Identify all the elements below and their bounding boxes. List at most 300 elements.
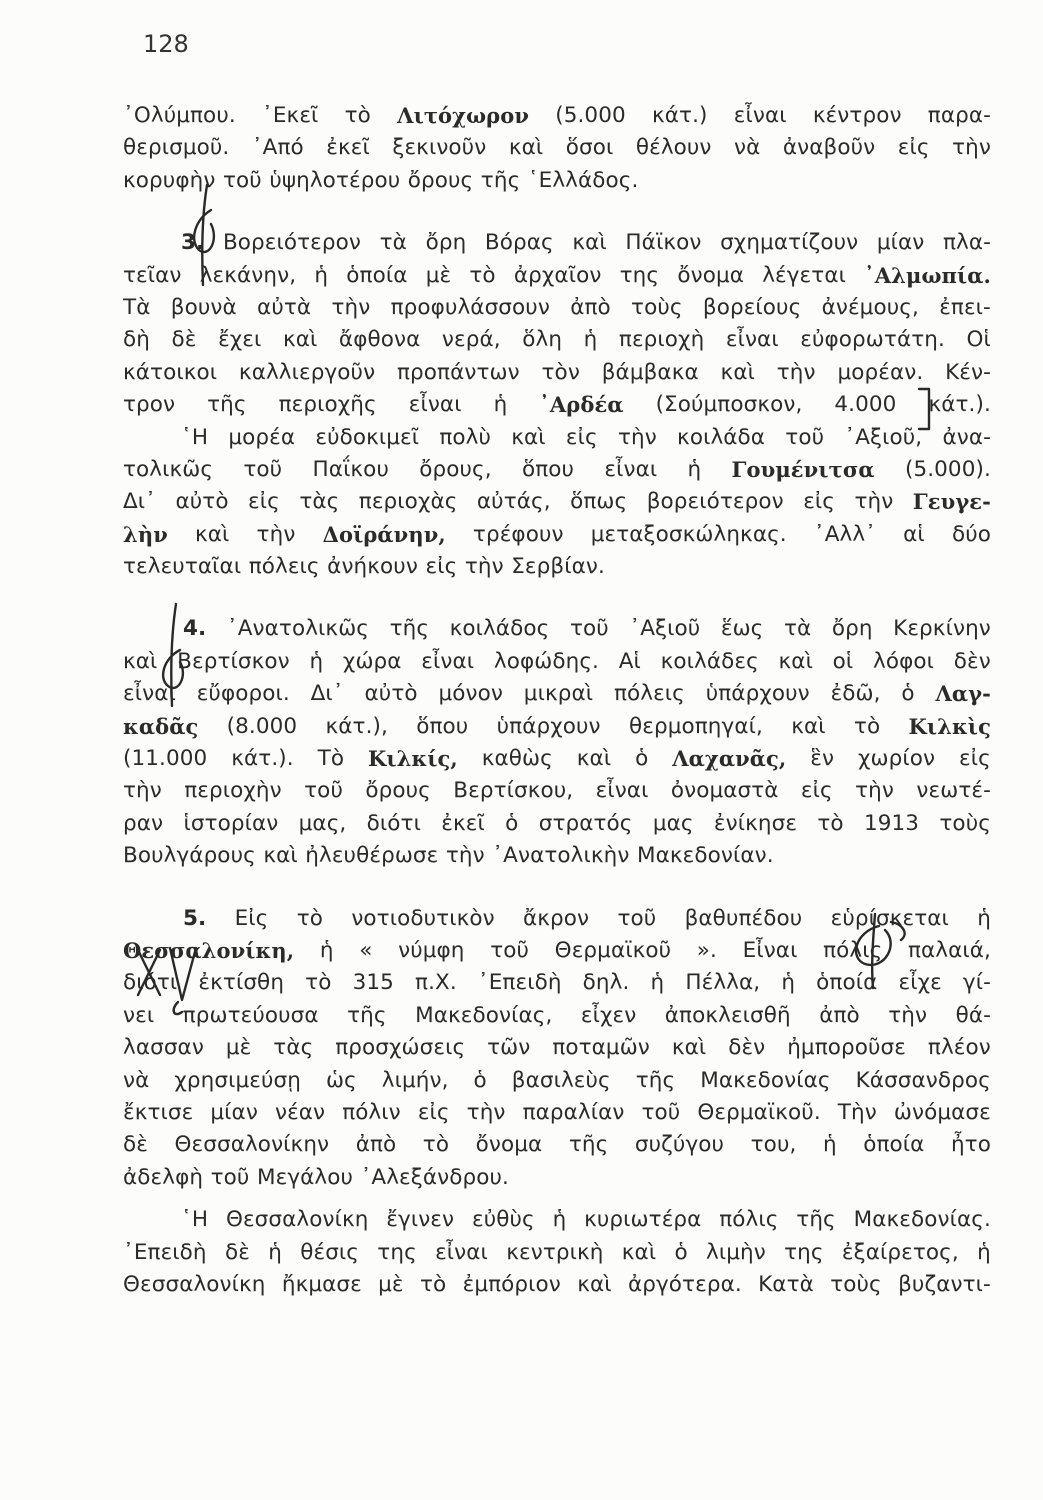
word: μίαν: [210, 1099, 258, 1125]
word: (11.000: [123, 746, 208, 772]
word: ᾿Επειδὴ: [477, 970, 562, 996]
word: ὁ: [901, 681, 915, 707]
body-text: [123, 100, 991, 1301]
word: εἶναι: [421, 648, 475, 674]
text-line: [123, 486, 991, 518]
word: κάτ.): [652, 103, 708, 128]
word: μὲ: [425, 262, 452, 288]
word: ἀναβοῦν: [782, 135, 876, 161]
word: καὶ: [282, 327, 318, 353]
text-line: [123, 454, 991, 486]
word: «: [359, 937, 373, 963]
text-line: [123, 808, 991, 840]
word: τὴν: [776, 359, 816, 385]
word: κέντρον: [812, 103, 902, 128]
word: 4.: [183, 616, 207, 642]
word: βάμβακα: [601, 359, 699, 385]
word: ᾿Αλεξάνδρου.: [360, 1164, 509, 1190]
word: πόλεις: [613, 681, 685, 707]
word: ἀρχαῖον: [513, 262, 602, 288]
word: Μακεδονίας: [700, 1067, 831, 1093]
word: διότι: [123, 970, 178, 996]
word: ».: [696, 937, 717, 963]
word: του,: [750, 1132, 797, 1158]
word: τὴν: [854, 489, 894, 515]
word: πολὺ: [439, 424, 492, 450]
word: ἔγινεν: [386, 1207, 455, 1233]
word: της: [619, 262, 660, 288]
word: δὲν: [728, 1035, 766, 1061]
word: θέλουν: [635, 135, 712, 161]
word: καὶ: [123, 648, 158, 674]
word: Μακεδονίας.: [853, 1207, 991, 1233]
word: τῶν: [487, 1035, 531, 1061]
word: Κάσσανδρος: [855, 1067, 991, 1093]
word: εὐθὺς: [471, 1207, 535, 1233]
word: τὸ: [817, 810, 844, 836]
word: ῾Ελλάδος.: [527, 167, 639, 193]
word: μίαν: [876, 230, 925, 256]
word: καὶ: [778, 648, 813, 674]
word: τὸν: [541, 359, 580, 385]
word: τὸ: [853, 713, 881, 739]
word: της: [377, 1239, 417, 1265]
word: Βόρας: [484, 230, 554, 256]
text-line: [123, 1237, 991, 1269]
word: καλλιεργοῦν: [238, 359, 376, 385]
word: ξεκινοῦν: [392, 135, 487, 161]
word: ὄρους: [365, 778, 431, 804]
word: δὲ: [171, 327, 197, 353]
word: Μακεδονίας,: [415, 1002, 553, 1028]
text-line: [123, 422, 991, 454]
word: ὁ: [473, 1067, 487, 1093]
word: ἡ: [268, 1239, 282, 1265]
text-line: [123, 165, 991, 197]
word: μὲ: [225, 1035, 252, 1061]
text-line: [123, 903, 991, 935]
word: ποταμῶν: [552, 1035, 650, 1061]
word: καὶ: [572, 230, 607, 256]
word: ἡ: [314, 262, 329, 288]
word: 1913: [863, 810, 920, 836]
word: τὴν: [617, 424, 657, 450]
paragraph-gap: [123, 583, 991, 613]
paragraph-gap: [123, 197, 991, 227]
word: τολικῶς: [123, 456, 214, 482]
word: ὠνόμασε: [893, 1099, 991, 1125]
word: τοῦ: [641, 1099, 681, 1125]
word: κάτ.),: [325, 713, 388, 739]
word: 5.: [183, 905, 207, 931]
word: Βερτίσκον: [177, 648, 290, 674]
text-line: [123, 840, 991, 872]
word: ῾Η: [181, 1207, 209, 1233]
text-line: [123, 967, 991, 999]
word: καδᾶς: [123, 713, 199, 739]
text-line: [123, 227, 991, 259]
word: Θεσσαλονίκη: [225, 1207, 369, 1233]
word: καὶ: [577, 1271, 612, 1297]
text-line: [123, 100, 991, 132]
word: εὐφορωτάτη.: [800, 327, 945, 353]
word: δὲν: [953, 648, 991, 674]
word: ἐμπόριον: [462, 1271, 561, 1297]
word: ᾿Ανατολικῶς: [226, 616, 370, 642]
word: τοῦ: [490, 937, 530, 963]
word: πόλις: [823, 937, 883, 963]
text-line: [123, 1000, 991, 1032]
text-line: [123, 935, 991, 967]
word: λὴν: [123, 521, 168, 547]
word: αὐτὸ: [175, 489, 229, 515]
word: καὶ: [791, 713, 826, 739]
word: τρον: [123, 392, 176, 418]
text-line: [123, 743, 991, 775]
word: συζύγου: [634, 1132, 725, 1158]
word: Δι᾿: [310, 681, 344, 707]
word: αὐτὸ: [364, 681, 418, 707]
word: βασιλεὺς: [511, 1067, 611, 1093]
word: νὰ: [123, 1067, 150, 1093]
word: κάτ.).: [231, 746, 294, 772]
text-line: [123, 519, 991, 551]
word: δὴ: [123, 327, 150, 353]
word: (Σούμποσκον,: [655, 392, 803, 418]
word: μορέαν.: [837, 359, 924, 385]
word: εἶχεν: [580, 1002, 637, 1028]
word: 4.000: [834, 392, 897, 418]
word: ἀνέμους,: [821, 294, 919, 320]
word: Οἱ: [966, 327, 991, 353]
word: ὁ: [635, 746, 649, 772]
word: ὁ: [505, 810, 519, 836]
word: βουνὰ: [170, 294, 237, 320]
word: Πάϊκον: [625, 230, 702, 256]
word: πόλις: [719, 1207, 779, 1233]
word: ἐκεῖ: [441, 810, 485, 836]
word: νερά,: [441, 327, 501, 353]
word: τὸ: [344, 103, 371, 128]
text-line: [123, 1065, 991, 1097]
word: περιοχὴ: [618, 327, 705, 353]
word: ἀπὸ: [355, 1132, 397, 1158]
word: λοφώδης.: [493, 648, 599, 674]
word: τοῦ: [304, 778, 343, 804]
word: ἤκμασε: [281, 1271, 362, 1297]
word: Αἱ: [618, 648, 641, 674]
word: καὶ: [263, 843, 298, 869]
word: κυριωτέρα: [584, 1207, 702, 1233]
word: τὴν: [952, 135, 991, 161]
word: καὶ: [508, 135, 544, 161]
word: τὸ: [419, 1271, 447, 1297]
text-line: [123, 678, 991, 710]
text-line: [123, 1129, 991, 1161]
word: τὴν: [331, 294, 371, 320]
word: ὁποία: [816, 970, 878, 996]
word: ὄρους,: [419, 456, 492, 482]
word: ᾿Αρδέα: [539, 392, 624, 418]
word: ἀνα-: [942, 424, 991, 450]
word: τὴν: [466, 1099, 506, 1125]
word: ἐδῶ,: [830, 681, 881, 707]
word: τῆς: [207, 392, 247, 418]
word: δὲ: [224, 1239, 250, 1265]
word: εἰς: [565, 424, 598, 450]
word: εἶναι: [733, 103, 787, 128]
word: Δοϊράνην,: [322, 521, 446, 547]
word: ἠμποροῦσε: [787, 1035, 906, 1061]
word: λασσαν: [123, 1035, 204, 1061]
word: βυζαντι-: [898, 1271, 991, 1297]
word: τοὺς: [631, 294, 683, 320]
word: εὐδοκιμεῖ: [315, 424, 420, 450]
word: ὑπάρχουν: [496, 713, 601, 739]
word: νέαν: [274, 1099, 326, 1125]
text-line: [123, 1269, 991, 1301]
word: ἡ: [309, 648, 324, 674]
word: Λαγ-: [935, 681, 991, 707]
word: ὅπου: [416, 713, 469, 739]
word: περιοχὴν: [184, 778, 282, 804]
word: ἐξαίρετος,: [841, 1239, 959, 1265]
word: λιμὴν: [706, 1239, 766, 1265]
word: νει: [123, 1002, 155, 1028]
word: νὰ: [734, 135, 761, 161]
word: καὶ: [720, 359, 755, 385]
word: ᾿Αλμωπία.: [864, 262, 991, 288]
word: θά-: [955, 1002, 991, 1028]
word: εἶναι: [604, 456, 658, 482]
word: εἶναι: [595, 778, 649, 804]
word: ἕως: [720, 616, 764, 642]
word: π.Χ.: [415, 970, 457, 996]
word: ἀνήκουν: [327, 554, 418, 580]
word: εὔφοροι.: [196, 681, 290, 707]
word: Θεσσαλονίκη: [123, 1271, 266, 1297]
word: τῆς: [389, 616, 430, 642]
word: Δι᾿: [123, 489, 157, 515]
word: θερισμοῦ.: [123, 135, 230, 161]
word: ὄρους: [407, 167, 474, 193]
text-line: [123, 1204, 991, 1236]
word: ἐκτίσθη: [198, 970, 285, 996]
word: τὸ: [469, 262, 496, 288]
word: αὐτάς,: [476, 489, 551, 515]
word: ἡ: [319, 937, 334, 963]
word: τὸ: [296, 905, 324, 931]
word: πλα-: [943, 230, 991, 256]
word: ὑπάρχουν: [705, 681, 810, 707]
word: μικραὶ: [523, 681, 594, 707]
word: παρα-: [927, 103, 991, 128]
word: δύο: [951, 521, 991, 547]
word: τὴν: [445, 843, 485, 869]
word: Κέν-: [945, 359, 991, 385]
text-line: [123, 260, 991, 292]
word: καὶ: [671, 1035, 707, 1061]
word: Θεσσαλονίκην: [174, 1132, 330, 1158]
word: βαθυπέδου: [684, 905, 803, 931]
word: ὅπου: [522, 456, 575, 482]
word: Βερτίσκου,: [453, 778, 574, 804]
word: Βουλγάρους: [123, 843, 256, 869]
word: 3.: [181, 230, 205, 256]
word: χρησιμεύσῃ: [174, 1067, 301, 1093]
word: Κατὰ: [758, 1271, 814, 1297]
word: τὴν: [855, 778, 895, 804]
word: ᾿Αλλ᾿: [813, 521, 877, 547]
word: καὶ: [511, 424, 546, 450]
text-line: [123, 292, 991, 324]
word: εἰς: [959, 746, 991, 772]
word: λεκάνην,: [199, 262, 297, 288]
word: κοιλάδα: [677, 424, 766, 450]
word: τὰ: [783, 616, 812, 642]
word: ἱστορίαν: [183, 810, 279, 836]
word: τὸ: [422, 1132, 450, 1158]
word: ὅσοι: [565, 135, 614, 161]
word: ὄνομα: [475, 1132, 543, 1158]
word: τὴν: [256, 521, 296, 547]
word: μορέα: [228, 424, 296, 450]
word: Τὸ: [317, 746, 345, 772]
word: ἄφθονα: [338, 327, 421, 353]
word: τεῖαν: [123, 262, 182, 288]
word: τοῦ: [222, 167, 262, 193]
word: προπάντων: [396, 359, 520, 385]
word: χώρα: [342, 648, 402, 674]
word: Κιλκίς,: [368, 746, 458, 772]
word: δὲ: [123, 1132, 148, 1158]
word: ὄνομα: [677, 262, 744, 288]
word: ᾿Αξιοῦ,: [844, 424, 923, 450]
word: λέγεται: [762, 262, 846, 288]
word: εἶναι: [725, 327, 779, 353]
word: μας: [652, 810, 694, 836]
word: 315: [352, 970, 394, 996]
word: ἡ: [977, 905, 991, 931]
word: ἐνίκησε: [713, 810, 798, 836]
word: Τὴν: [837, 1099, 877, 1125]
word: ἄκρον: [523, 905, 590, 931]
word: λιμήν,: [381, 1067, 449, 1093]
word: μὲ: [378, 1271, 404, 1297]
word: παραλίαν: [522, 1099, 625, 1125]
word: τοὺς: [830, 1271, 882, 1297]
word: ἡ: [977, 1239, 991, 1265]
word: Λιτόχωρον: [397, 103, 530, 128]
word: Θερμαϊκοῦ.: [697, 1099, 821, 1125]
word: ραν: [123, 810, 164, 836]
word: ὅπως: [570, 489, 628, 515]
word: καὶ: [576, 746, 612, 772]
word: νεωτέ-: [916, 778, 991, 804]
word: ὀνομαστὰ: [670, 778, 779, 804]
word: παλαιά,: [907, 937, 991, 963]
word: θερμοπηγαί,: [628, 713, 763, 739]
word: δηλ.: [582, 970, 630, 996]
word: Εἰς: [234, 905, 269, 931]
word: (5.000: [555, 103, 626, 128]
word: ᾿Ολύμπου.: [123, 103, 236, 128]
word: γί-: [962, 970, 991, 996]
word: ῾Η: [181, 424, 209, 450]
word: μόνον: [438, 681, 503, 707]
word: διότι: [366, 810, 421, 836]
text-line: [123, 775, 991, 807]
word: ὅλη: [522, 327, 563, 353]
word: εἶναι: [408, 392, 462, 418]
text-line: [123, 324, 991, 356]
word: πόλεις: [248, 554, 320, 580]
word: ἓν: [810, 746, 835, 772]
word: Μακεδονίαν.: [636, 843, 774, 869]
word: (8.000: [226, 713, 298, 739]
word: ἀποκλεισθῆ: [664, 1002, 791, 1028]
word: καὶ: [621, 1239, 657, 1265]
word: ἡ: [822, 1132, 837, 1158]
word: κάτοικοι: [123, 359, 218, 385]
word: μεταξοσκώληκας.: [590, 521, 787, 547]
word: Μεγάλου: [256, 1164, 354, 1190]
word: Γευγε-: [912, 489, 991, 515]
word: μας,: [298, 810, 347, 836]
word: εἶναι: [435, 1239, 488, 1265]
word: ἡ: [493, 392, 508, 418]
word: ᾿Από: [251, 135, 304, 161]
word: Βορειότερον: [222, 230, 362, 256]
word: ὄρη: [425, 230, 467, 256]
word: ἐπει-: [939, 294, 991, 320]
word: Παΐκου: [312, 456, 389, 482]
word: χωρίον: [858, 746, 936, 772]
word: Γουμένιτσα: [731, 456, 875, 482]
word: εἰς: [897, 135, 930, 161]
word: ἔχει: [218, 327, 262, 353]
word: κοιλάδες: [660, 648, 759, 674]
word: ἔκτισε: [123, 1099, 194, 1125]
word: σχηματίζουν: [720, 230, 859, 256]
word: εὑρίσκεται: [830, 905, 949, 931]
word: καθὼς: [481, 746, 553, 772]
page-number: 128: [143, 30, 189, 58]
word: τὴν: [123, 778, 162, 804]
text-line: [123, 389, 991, 421]
word: πλέον: [927, 1035, 991, 1061]
word: νοτιοδυτικὸν: [351, 905, 495, 931]
word: τοῦ: [785, 424, 825, 450]
word: λόφοι: [873, 648, 935, 674]
word: ἀργότερα.: [627, 1271, 742, 1297]
text-line: [123, 646, 991, 678]
word: κορυφὴν: [123, 167, 216, 193]
word: τὴν: [888, 1002, 928, 1028]
word: θέσις: [300, 1239, 360, 1265]
word: Λαχανᾶς,: [672, 746, 787, 772]
word: ἠλευθέρωσε: [305, 843, 439, 869]
word: (5.000).: [904, 456, 991, 482]
paragraph-gap: [123, 1194, 991, 1204]
word: καὶ: [195, 521, 230, 547]
word: ὑψηλοτέρου: [269, 167, 401, 193]
word: ὁ: [674, 1239, 688, 1265]
text-line: [123, 1162, 991, 1194]
text-line: [123, 1032, 991, 1064]
word: Θεσσαλονίκη,: [123, 937, 295, 963]
text-line: [123, 551, 991, 583]
